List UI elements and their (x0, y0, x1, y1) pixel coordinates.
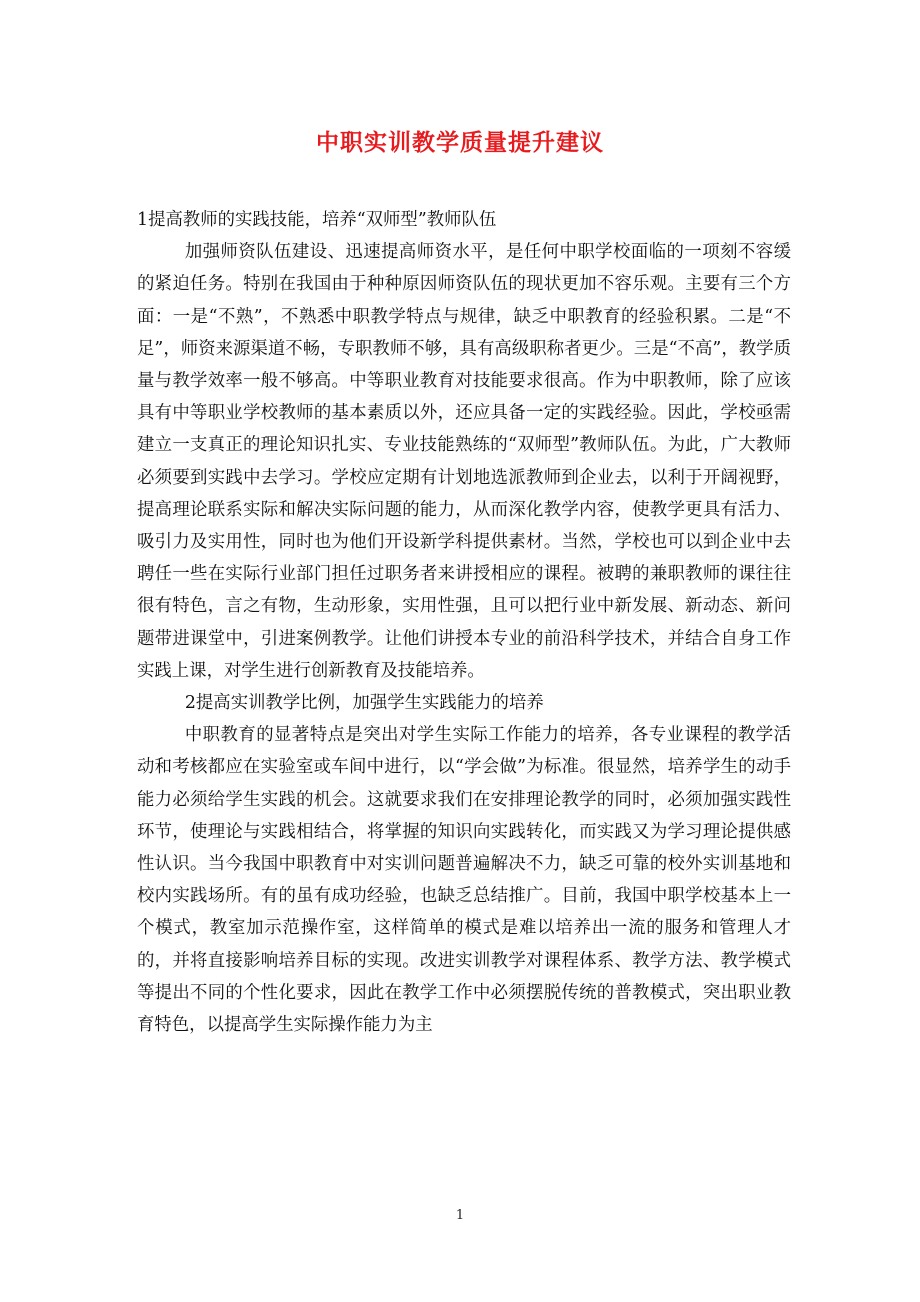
paragraph-2: 中职教育的显著特点是突出对学生实际工作能力的培养，各专业课程的教学活动和考核都应在实验室或车间中进行，以“学会做”为标准。很显然，培养学生的动手能力必须给学生实践的机会。这就要求我们在安排理论教学的同时，必须加强实践性环节，使理论与实践相结合，将掌握的知识向实践转化，而实践又为学习理论提供感性认识。当今我国中职教育中对实训问题普遍解决不力，缺乏可靠的校外实训基地和校内实践场所。有的虽有成功经验，也缺乏总结推广。目前，我国中职学校基本上一个模式，教室加示范操作室，这样简单的模式是难以培养出一流的服务和管理人才的，并将直接影响培养目标的实现。改进实训教学对课程体系、教学方法、教学模式等提出不同的个性化要求，因此在教学工作中必须摆脱传统的普教模式，突出职业教育特色，以提高学生实际操作能力为主 (137, 725, 791, 1036)
document-title: 中职实训教学质量提升建议 (316, 130, 604, 156)
page-number: 1 (455, 1208, 465, 1223)
document-body (137, 204, 791, 1041)
paragraph-1: 加强师资队伍建设、迅速提高师资水平，是任何中职学校面临的一项刻不容缓的紧迫任务。特别在我国由于种种原因师资队伍的现状更加不容乐观。主要有三个方面：一是“不熟”，不熟悉中职教学特点与规律，缺乏中职教育的经验积累。二是“不足”，师资来源渠道不畅，专职教师不够，具有高级职称者更少。三是“不高”，教学质量与教学效率一般不够高。中等职业教育对技能要求很高。作为中职教师，除了应该具有中等职业学校教师的基本素质以外，还应具备一定的实践经验。因此，学校亟需建立一支真正的理论知识扎实、专业技能熟练的“双师型”教师队伍。为此，广大教师必须要到实践中去学习。学校应定期有计划地选派教师到企业去，以利于开阔视野，提高理论联系实际和解决实际问题的能力，从而深化教学内容，使教学更具有活力、吸引力及实用性，同时也为他们开设新学科提供素材。当然，学校也可以到企业中去聘任一些在实际行业部门担任过职务者来讲授相应的课程。被聘的兼职教师的课往往很有特色，言之有物，生动形象，实用性强，且可以把行业中新发展、新动态、新问题带进课堂中，引进案例教学。让他们讲授本专业的前沿科学技术，并结合自身工作实践上课，对学生进行创新教育及技能培养。 (137, 242, 791, 681)
section-heading-1: 1提高教师的实践技能，培养“双师型”教师队伍 (137, 210, 497, 230)
section-heading-2: 2提高实训教学比例，加强学生实践能力的培养 (184, 693, 544, 714)
